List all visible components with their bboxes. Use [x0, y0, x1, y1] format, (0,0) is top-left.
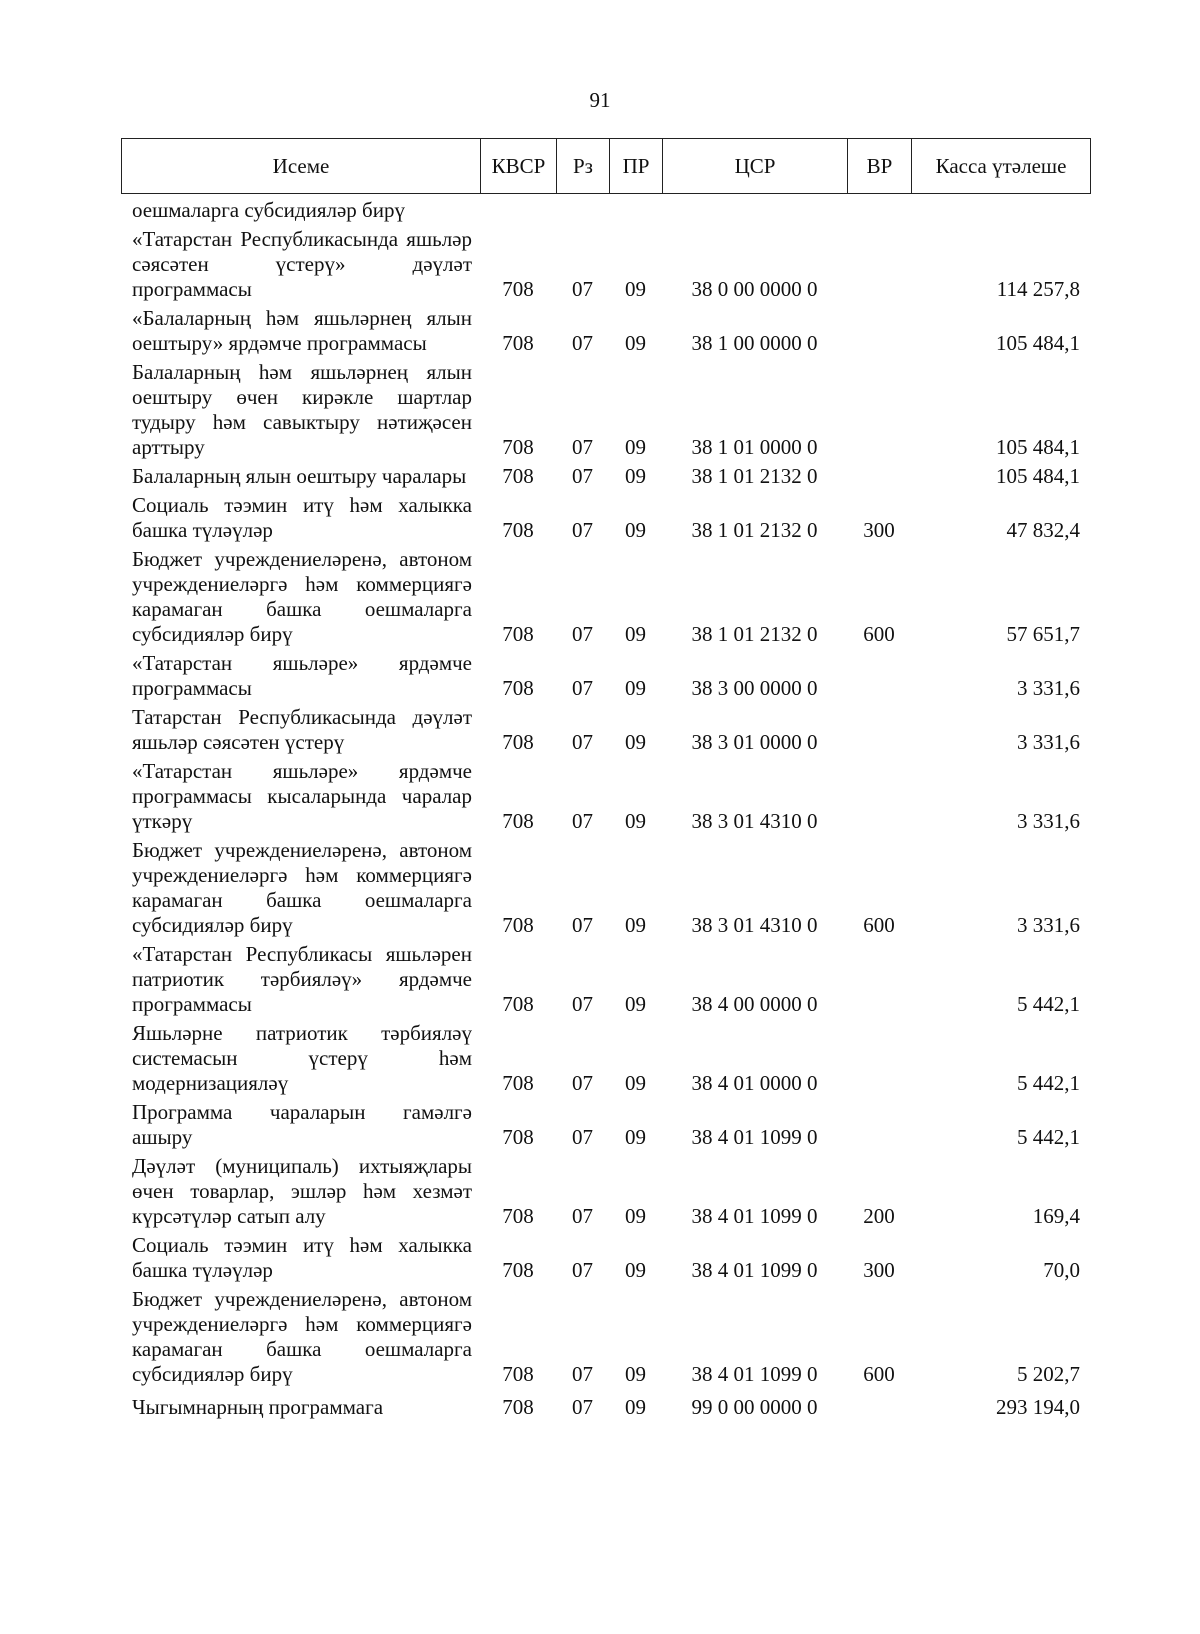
cell-name: Чыгымнарның программага [132, 1395, 384, 1419]
table-row [121, 757, 1090, 836]
cell-name: Социаль тәэмин итү һәм халыкка башка түләүләр [132, 493, 472, 542]
cell-kvsr: 708 [502, 331, 534, 355]
cell-kvsr: 708 [502, 676, 534, 700]
cell-pr: 09 [625, 518, 646, 542]
cell-name: Дәүләт (муниципаль) ихтыяҗлары өчен товарлар, эшләр һәм хезмәт күрсәтүләр сатып алу [132, 1154, 472, 1228]
table-row [121, 836, 1090, 940]
cell-csr: 38 4 00 0000 0 [691, 992, 818, 1016]
cell-kvsr: 708 [502, 730, 534, 754]
cell-kvsr: 708 [502, 1362, 534, 1386]
cell-name: оешмаларга субсидияләр бирү [132, 198, 405, 222]
cell-name: «Балаларның һәм яшьләрнең ялын оештыру» ярдәмче программасы [132, 306, 472, 355]
table-row [121, 1231, 1090, 1285]
cell-rz: 07 [572, 277, 593, 301]
cell-name: Бюджет учреждениеләренә, автоном учреждениеләргә һәм коммерциягә карамаган башка оешмаларга субсидияләр бирү [132, 1287, 472, 1386]
cell-pr: 09 [625, 1362, 646, 1386]
cell-rz: 07 [572, 1071, 593, 1095]
cell-csr: 38 3 01 4310 0 [691, 913, 818, 937]
cell-rz [556, 196, 609, 225]
cell-csr [662, 196, 847, 225]
cell-rz: 07 [572, 730, 593, 754]
cell-amount: 105 484,1 [996, 331, 1080, 355]
cell-rz: 07 [572, 676, 593, 700]
cell-vr: 300 [863, 1258, 895, 1282]
cell-vr: 600 [863, 1362, 895, 1386]
cell-name: Татарстан Республикасында дәүләт яшьләр сәясәтен үстерү [132, 705, 472, 754]
cell-pr: 09 [625, 676, 646, 700]
budget-table [121, 196, 1090, 1422]
cell-kvsr: 708 [502, 1258, 534, 1282]
cell-rz: 07 [572, 1204, 593, 1228]
cell-csr: 38 3 01 0000 0 [691, 730, 818, 754]
cell-amount: 70,0 [1043, 1258, 1080, 1282]
table-row [121, 1285, 1090, 1389]
cell-vr [847, 649, 911, 703]
cell-rz: 07 [572, 464, 593, 488]
table-row [121, 703, 1090, 757]
cell-pr: 09 [625, 622, 646, 646]
cell-amount: 5 442,1 [1017, 1071, 1080, 1095]
cell-vr [847, 1019, 911, 1098]
cell-kvsr: 708 [502, 992, 534, 1016]
cell-vr [847, 940, 911, 1019]
header-kvsr: КВСР [481, 139, 557, 194]
cell-csr: 99 0 00 0000 0 [691, 1395, 818, 1419]
header-vr: ВР [848, 139, 912, 194]
cell-csr: 38 4 01 1099 0 [691, 1125, 818, 1149]
cell-rz: 07 [572, 435, 593, 459]
cell-amount: 5 442,1 [1017, 992, 1080, 1016]
table-row [121, 1098, 1090, 1152]
cell-csr: 38 4 01 1099 0 [691, 1258, 818, 1282]
table-row [121, 196, 1090, 225]
table-body [121, 196, 1090, 1422]
cell-pr: 09 [625, 464, 646, 488]
cell-pr: 09 [625, 1071, 646, 1095]
cell-name: «Татарстан яшьләре» ярдәмче программасы [132, 651, 472, 700]
cell-pr: 09 [625, 1395, 646, 1419]
cell-csr: 38 3 00 0000 0 [691, 676, 818, 700]
cell-csr: 38 0 00 0000 0 [691, 277, 818, 301]
table-row [121, 304, 1090, 358]
header-name: Исеме [122, 139, 481, 194]
cell-name: Яшьләрне патриотик тәрбияләү системасын үстерү һәм модернизацияләү [132, 1021, 472, 1095]
cell-csr: 38 4 01 0000 0 [691, 1071, 818, 1095]
cell-pr: 09 [625, 1258, 646, 1282]
cell-kvsr: 708 [502, 277, 534, 301]
cell-vr [847, 1389, 911, 1422]
cell-amount: 3 331,6 [1017, 809, 1080, 833]
cell-amount: 114 257,8 [996, 277, 1080, 301]
cell-amount: 3 331,6 [1017, 913, 1080, 937]
table-row [121, 462, 1090, 491]
cell-name: Бюджет учреждениеләренә, автоном учреждениеләргә һәм коммерциягә карамаган башка оешмаларга субсидияләр бирү [132, 547, 472, 646]
page-number: 91 [589, 88, 611, 112]
header-amount: Касса үтәлеше [912, 139, 1091, 194]
cell-vr [847, 304, 911, 358]
table-row [121, 545, 1090, 649]
cell-vr: 600 [863, 913, 895, 937]
cell-name: Программа чараларын гамәлгә ашыру [132, 1100, 472, 1149]
cell-rz: 07 [572, 913, 593, 937]
cell-kvsr: 708 [502, 1125, 534, 1149]
cell-csr: 38 3 01 4310 0 [691, 809, 818, 833]
cell-name: Бюджет учреждениеләренә, автоном учреждениеләргә һәм коммерциягә карамаган башка оешмаларга субсидияләр бирү [132, 838, 472, 937]
cell-kvsr: 708 [502, 809, 534, 833]
cell-kvsr: 708 [502, 913, 534, 937]
header-rz: Рз [557, 139, 610, 194]
cell-vr [847, 757, 911, 836]
cell-pr: 09 [625, 1125, 646, 1149]
cell-rz: 07 [572, 331, 593, 355]
cell-rz: 07 [572, 1258, 593, 1282]
cell-pr: 09 [625, 277, 646, 301]
cell-vr [847, 225, 911, 304]
cell-rz: 07 [572, 809, 593, 833]
cell-vr [847, 358, 911, 462]
cell-amount: 57 651,7 [1006, 622, 1080, 646]
cell-name: Социаль тәэмин итү һәм халыкка башка түләүләр [132, 1233, 472, 1282]
cell-pr: 09 [625, 992, 646, 1016]
cell-amount: 3 331,6 [1017, 676, 1080, 700]
cell-rz: 07 [572, 1125, 593, 1149]
cell-name: Балаларның һәм яшьләрнең ялын оештыру өчен кирәкле шартлар тудыру һәм савыктыру нәтиҗәсен арттыру [132, 360, 472, 459]
cell-csr: 38 1 01 2132 0 [691, 518, 818, 542]
cell-csr: 38 1 01 2132 0 [691, 622, 818, 646]
table-row [121, 940, 1090, 1019]
cell-amount: 5 202,7 [1017, 1362, 1080, 1386]
cell-vr: 600 [863, 622, 895, 646]
cell-kvsr: 708 [502, 622, 534, 646]
cell-vr [847, 462, 911, 491]
cell-rz: 07 [572, 1362, 593, 1386]
table-row [121, 1019, 1090, 1098]
cell-name: «Татарстан Республикасы яшьләрен патриотик тәрбияләү» ярдәмче программасы [132, 942, 472, 1016]
cell-amount [911, 196, 1090, 225]
cell-pr: 09 [625, 435, 646, 459]
cell-pr: 09 [625, 730, 646, 754]
cell-csr: 38 1 01 2132 0 [691, 464, 818, 488]
header-csr: ЦСР [663, 139, 848, 194]
cell-csr: 38 4 01 1099 0 [691, 1204, 818, 1228]
cell-vr: 300 [863, 518, 895, 542]
cell-amount: 105 484,1 [996, 464, 1080, 488]
cell-kvsr: 708 [502, 1204, 534, 1228]
cell-csr: 38 1 00 0000 0 [691, 331, 818, 355]
cell-pr: 09 [625, 913, 646, 937]
table-row [121, 225, 1090, 304]
cell-vr [847, 1098, 911, 1152]
table-row [121, 649, 1090, 703]
cell-name: «Татарстан яшьләре» ярдәмче программасы кысаларында чаралар үткәрү [132, 759, 472, 833]
cell-kvsr: 708 [502, 518, 534, 542]
cell-kvsr: 708 [502, 1395, 534, 1419]
header-pr: ПР [610, 139, 663, 194]
cell-rz: 07 [572, 992, 593, 1016]
cell-name: Балаларның ялын оештыру чаралары [132, 464, 467, 488]
cell-pr [609, 196, 662, 225]
cell-kvsr [480, 196, 556, 225]
cell-amount: 105 484,1 [996, 435, 1080, 459]
table-row [121, 491, 1090, 545]
cell-vr [847, 703, 911, 757]
cell-amount: 3 331,6 [1017, 730, 1080, 754]
cell-kvsr: 708 [502, 435, 534, 459]
cell-rz: 07 [572, 518, 593, 542]
cell-name: «Татарстан Республикасында яшьләр сәясәтен үстерү» дәүләт программасы [132, 227, 472, 301]
cell-csr: 38 1 01 0000 0 [691, 435, 818, 459]
cell-vr [847, 196, 911, 225]
cell-kvsr: 708 [502, 464, 534, 488]
cell-amount: 5 442,1 [1017, 1125, 1080, 1149]
cell-amount: 47 832,4 [1006, 518, 1080, 542]
cell-pr: 09 [625, 1204, 646, 1228]
table-row [121, 1389, 1090, 1422]
table-header [121, 138, 1091, 194]
cell-vr: 200 [863, 1204, 895, 1228]
cell-rz: 07 [572, 1395, 593, 1419]
cell-pr: 09 [625, 331, 646, 355]
cell-amount: 293 194,0 [996, 1395, 1080, 1419]
cell-rz: 07 [572, 622, 593, 646]
cell-pr: 09 [625, 809, 646, 833]
cell-amount: 169,4 [1032, 1204, 1080, 1228]
cell-kvsr: 708 [502, 1071, 534, 1095]
table-row [121, 1152, 1090, 1231]
cell-csr: 38 4 01 1099 0 [691, 1362, 818, 1386]
table-row [121, 358, 1090, 462]
